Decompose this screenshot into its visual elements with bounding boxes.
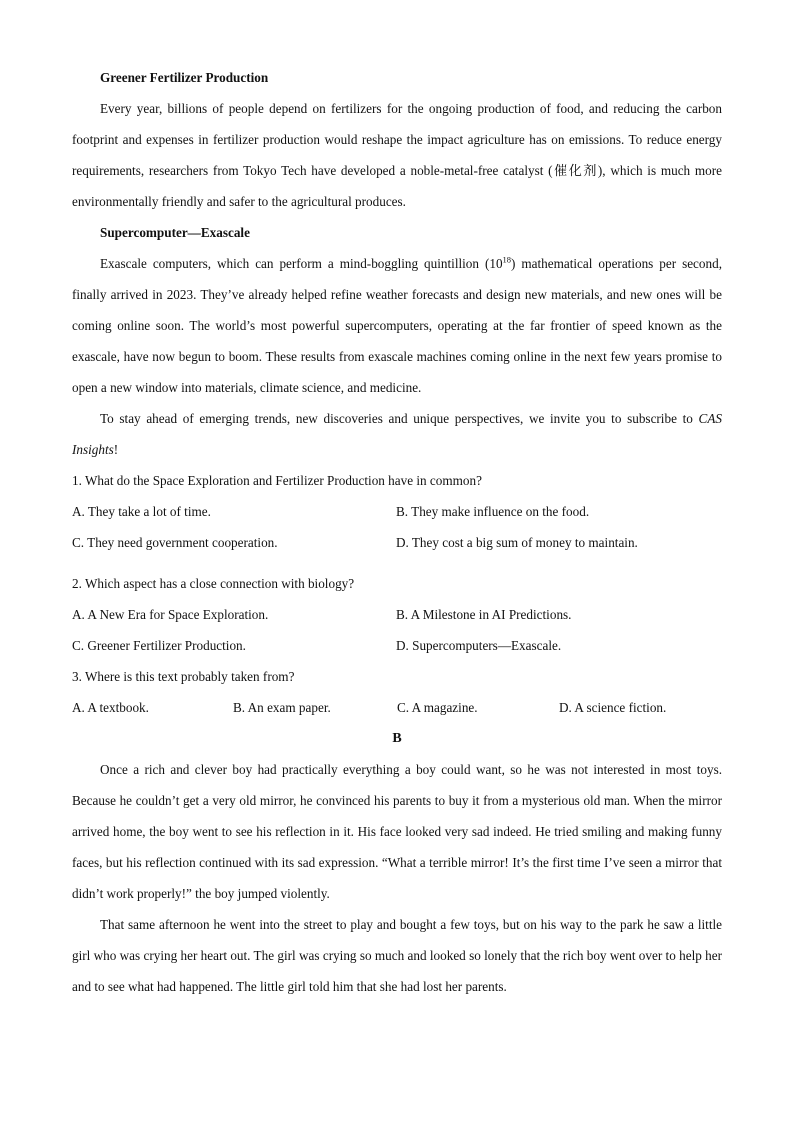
question-2-option-b: B. A Milestone in AI Predictions. bbox=[396, 607, 572, 622]
question-1-option-c: C. They need government cooperation. bbox=[72, 535, 278, 550]
question-1-options-row-1 bbox=[72, 496, 722, 527]
question-3-stem: 3. Where is this text probably taken from? bbox=[72, 669, 295, 684]
question-1-option-d: D. They cost a big sum of money to maintain. bbox=[396, 535, 638, 550]
question-2-option-a: A. A New Era for Space Exploration. bbox=[72, 607, 269, 622]
closing-paragraph bbox=[72, 403, 722, 465]
question-2-options-row-1 bbox=[72, 599, 722, 630]
exascale-paragraph bbox=[72, 248, 722, 403]
closing-punctuation: ! bbox=[113, 442, 119, 457]
section-b-paragraph-2: That same afternoon he went into the street to play and bought a few toys, but on his way to the park he saw a little girl who was crying her heart out. The girl was crying so much and looked so lonely that the rich boy went over to help her and to see what had happened. The little girl told him that she had lost her parents. bbox=[72, 917, 722, 994]
question-2-option-d: D. Supercomputers—Exascale. bbox=[396, 638, 562, 653]
question-1-option-a: A. They take a lot of time. bbox=[72, 504, 211, 519]
exascale-text-end: ) mathematical operations per second, finally arrived in 2023. They’ve already helped refine weather forecasts and design new materials, and new ones will be coming online soon. The world’s most powerful supercomputers, operating at the far frontier of speed known as the exascale, have now begun to boom. These results from exascale machines coming online in the next few years promise to open a new window into materials, climate science, and medicine. bbox=[72, 256, 722, 395]
question-2-option-c: C. Greener Fertilizer Production. bbox=[72, 638, 246, 653]
exponent: 18 bbox=[502, 254, 512, 265]
question-2-stem: 2. Which aspect has a close connection with biology? bbox=[72, 576, 355, 591]
question-3-option-c: C. A magazine. bbox=[397, 700, 478, 715]
question-1-stem: 1. What do the Space Exploration and Fertilizer Production have in common? bbox=[72, 473, 482, 488]
closing-text: To stay ahead of emerging trends, new discoveries and unique perspectives, we invite you to subscribe to bbox=[100, 411, 699, 426]
question-1-option-b: B. They make influence on the food. bbox=[396, 504, 590, 519]
question-2-options-row-2 bbox=[72, 630, 722, 661]
document-content bbox=[72, 62, 722, 1002]
exascale-text-start: Exascale computers, which can perform a mind-boggling quintillion (10 bbox=[100, 256, 503, 271]
fertilizer-paragraph: Every year, billions of people depend on fertilizers for the ongoing production of food, and reducing the carbon footprint and expenses in fertilizer production would reshape the impact agriculture has on emissions. To reduce energy requirements, researchers from Tokyo Tech have developed a noble-metal-free catalyst (催化剂), which is much more environmentally friendly and safer to the agricultural produces. bbox=[72, 101, 722, 209]
fertilizer-heading: Greener Fertilizer Production bbox=[100, 70, 269, 85]
publication-name: CAS Insights bbox=[72, 411, 722, 457]
section-b-label: B bbox=[392, 731, 402, 746]
question-3-option-b: B. An exam paper. bbox=[233, 700, 331, 715]
question-3-option-d: D. A science fiction. bbox=[559, 700, 667, 715]
question-3-option-a: A. A textbook. bbox=[72, 700, 149, 715]
question-3-options-row bbox=[72, 692, 722, 723]
section-b-paragraph-1: Once a rich and clever boy had practically everything a boy could want, so he was not interested in most toys. Because he couldn’t get a very old mirror, he convinced his parents to buy it from a mysterious old man. When the mirror arrived home, the boy went to see his reflection in it. His face looked very sad indeed. He tried smiling and making funny faces, but his reflection continued with its sad expression. “What a terrible mirror! It’s the first time I’ve seen a mirror that didn’t work properly!” the boy jumped violently. bbox=[72, 762, 722, 901]
exascale-heading: Supercomputer—Exascale bbox=[100, 225, 250, 240]
question-1-options-row-2 bbox=[72, 527, 722, 568]
